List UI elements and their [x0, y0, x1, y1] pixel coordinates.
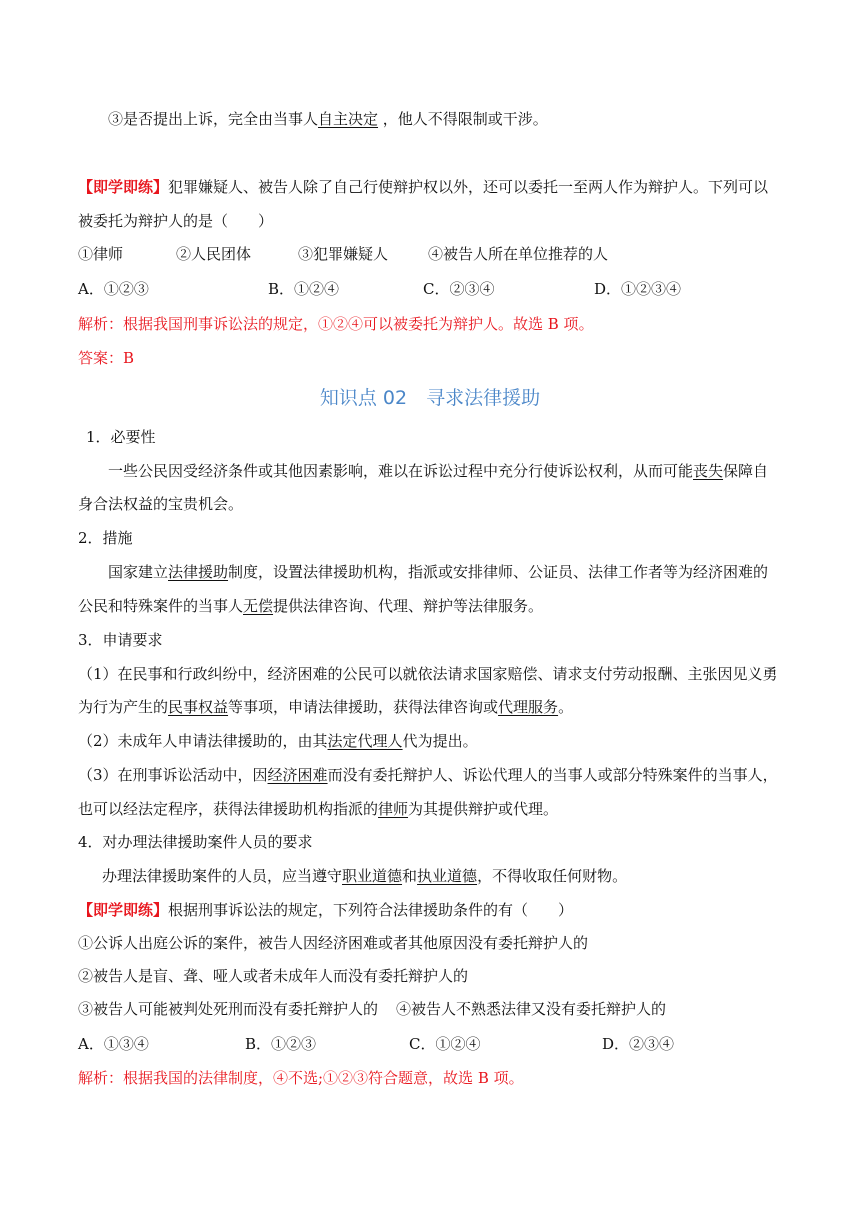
s2-line1: [108, 562, 768, 582]
s4-line: [102, 866, 627, 886]
text: 办理法律援助案件的人员，应当遵守: [102, 867, 343, 885]
s1-line1: [108, 461, 768, 481]
text: 。: [558, 698, 574, 716]
underlined-term: 无偿: [243, 597, 274, 615]
exercise1-question: [78, 177, 768, 197]
s3-p3-line2: [78, 799, 558, 819]
exercise2-item2: ②被告人是盲、聋、哑人或者未成年人而没有委托辩护人的: [78, 967, 469, 985]
underlined-term: 法律援助: [168, 563, 229, 581]
option-c: C．②③④: [423, 280, 495, 298]
underlined-term: 民事权益: [168, 698, 229, 716]
exercise1-items: [78, 244, 608, 264]
text: 等事项，申请法律援助，获得法律咨询或: [228, 698, 499, 716]
s4-heading: 4．对办理法律援助案件人员的要求: [78, 833, 313, 851]
exercise2-item1: ①公诉人出庭公诉的案件，被告人因经济困难或者其他原因没有委托辩护人的: [78, 934, 589, 952]
text: 而没有委托辩护人、诉讼代理人的当事人或部分特殊案件的当事人，: [327, 766, 778, 784]
text: （3）在刑事诉讼活动中，因: [78, 766, 268, 784]
text: 提供法律咨询、代理、辩护等法律服务。: [273, 597, 544, 615]
text: ③是否提出上诉，完全由当事人: [108, 110, 319, 128]
s3-p1-line1: （1）在民事和行政纠纷中，经济困难的公民可以就依法请求国家赔偿、请求支付劳动报酬、主张因见义勇: [78, 665, 778, 683]
item-4: ④被告人不熟悉法律又没有委托辩护人的: [396, 1000, 667, 1018]
underlined-term: 执业道德: [417, 867, 478, 885]
s1-heading: 1．必要性: [86, 428, 156, 446]
s3-p1-line2: [78, 697, 573, 717]
s1-line2: 身合法权益的宝贵机会。: [78, 495, 244, 513]
option-a: A．①③④: [78, 1035, 149, 1053]
exercise2-analysis: 解析：根据我国的法律制度，④不选;①②③符合题意，故选 B 项。: [78, 1069, 524, 1087]
question-text: 根据刑事诉讼法的规定，下列符合法律援助条件的有（ ）: [168, 901, 574, 919]
text: 制度，设置法律援助机构，指派或安排律师、公证员、法律工作者等为经济困难的: [228, 563, 769, 581]
exercise2-options: [78, 1034, 674, 1054]
text: （2）未成年人申请法律援助的，由其: [78, 732, 328, 750]
intro-item-3: [108, 109, 548, 129]
text: ，他人不得限制或干涉。: [378, 110, 548, 128]
underlined-term: 代理服务: [498, 698, 559, 716]
item-1: ①律师: [78, 245, 124, 263]
underlined-term: 法定代理人: [327, 732, 403, 750]
item-2: ②人民团体: [176, 245, 252, 263]
exercise-tag: 【即学即练】: [78, 901, 169, 919]
s3-p3-line1: [78, 765, 778, 785]
section-title: 知识点 02 寻求法律援助: [319, 387, 541, 409]
underlined-term: 经济困难: [267, 766, 328, 784]
text: 代为提出。: [402, 732, 478, 750]
question-text: 犯罪嫌疑人、被告人除了自己行使辩护权以外，还可以委托一至两人作为辩护人。下列可以: [168, 178, 769, 196]
text: 为行为产生的: [78, 698, 169, 716]
text: 公民和特殊案件的当事人: [78, 597, 244, 615]
underlined-term: 职业道德: [342, 867, 403, 885]
option-c: C．①②④: [409, 1035, 481, 1053]
exercise-tag: 【即学即练】: [78, 178, 169, 196]
text: 为其提供辩护或代理。: [408, 800, 559, 818]
exercise1-analysis: 解析：根据我国刑事诉讼法的规定，①②④可以被委托为辩护人。故选 B 项。: [78, 315, 594, 333]
option-b: B．①②④: [268, 280, 340, 298]
underlined-term: 丧失: [693, 462, 724, 480]
exercise2-question: [78, 900, 573, 920]
s2-line2: [78, 596, 543, 616]
item-3: ③被告人可能被判处死刑而没有委托辩护人的: [78, 1000, 379, 1018]
text: 和: [402, 867, 418, 885]
exercise1-answer: 答案：B: [78, 349, 135, 367]
text: ，不得收取任何财物。: [477, 867, 628, 885]
option-b: B．①②③: [245, 1035, 317, 1053]
s3-heading: 3．申请要求: [78, 631, 163, 649]
text: 也可以经法定程序，获得法律援助机构指派的: [78, 800, 379, 818]
item-3: ③犯罪嫌疑人: [298, 245, 389, 263]
text: 保障自: [723, 462, 769, 480]
underlined-term: 律师: [378, 800, 409, 818]
option-d: D．①②③④: [594, 280, 682, 298]
exercise1-options: [78, 279, 681, 299]
text: 国家建立: [108, 563, 169, 581]
s3-p2: [78, 731, 478, 751]
text: 一些公民因受经济条件或其他因素影响，难以在诉讼过程中充分行使诉讼权利，从而可能: [108, 462, 694, 480]
exercise2-items-3-4: [78, 999, 666, 1019]
underlined-term: 自主决定: [318, 110, 379, 128]
s2-heading: 2．措施: [78, 529, 133, 547]
exercise1-question-line2: 被委托为辩护人的是（ ）: [78, 212, 274, 230]
option-a: A．①②③: [78, 280, 149, 298]
option-d: D．②③④: [602, 1035, 675, 1053]
item-4: ④被告人所在单位推荐的人: [428, 245, 609, 263]
